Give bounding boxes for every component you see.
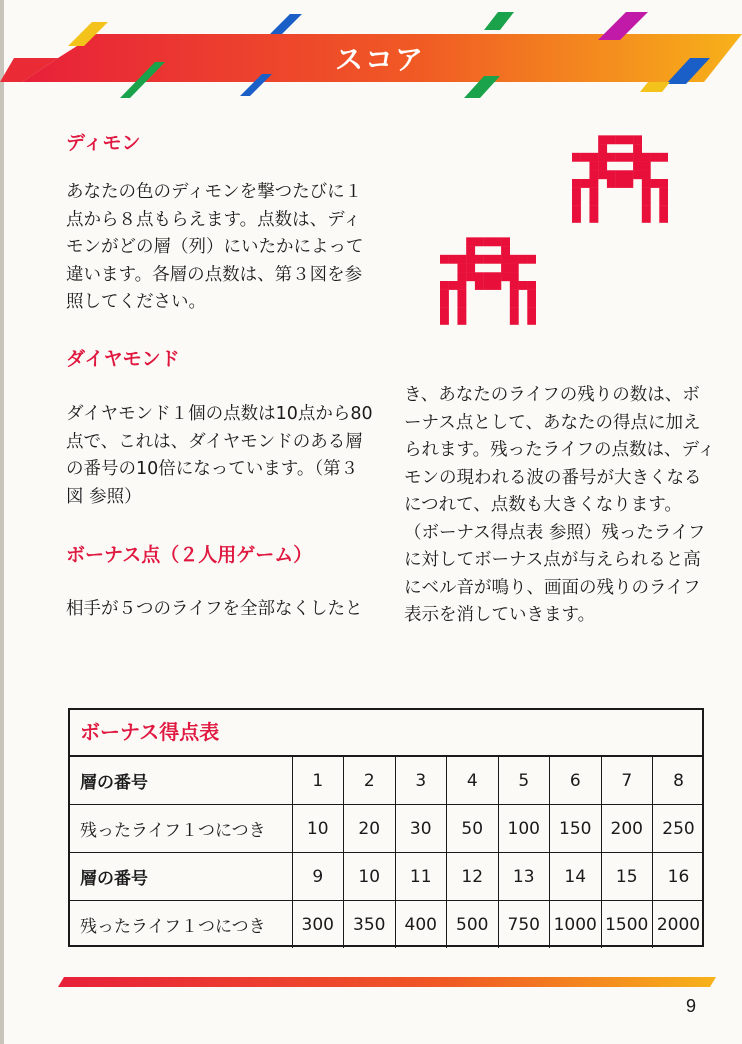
row-label: 層の番号 (70, 853, 292, 901)
text-line: モンの現われる波の番号が大きくなる (404, 467, 702, 488)
invader-pixel (440, 316, 449, 325)
invader-pixel (642, 162, 651, 171)
invader-pixel (572, 153, 581, 162)
invader-pixel (659, 214, 668, 223)
invader-pixel (449, 255, 458, 264)
text-line: 違います。各層の点数は、第３図を参 (66, 264, 363, 285)
invader-pixel (616, 135, 625, 144)
invader-pixel (616, 153, 625, 162)
invader-pixel (659, 179, 668, 188)
invader-pixel (492, 281, 501, 290)
invader-pixel (440, 307, 449, 316)
table-cell: 13 (498, 853, 550, 901)
table-cell: 12 (447, 853, 499, 901)
table-cell: 2 (344, 757, 396, 805)
text-line: 点から８点もらえます。点数は、ディ (66, 209, 361, 230)
invader-pixel (440, 298, 449, 307)
invader-pixel (572, 188, 581, 197)
demon-invader-icon (572, 134, 668, 224)
table-cell: 30 (395, 805, 447, 853)
table-cell: 1000 (550, 901, 602, 949)
invader-pixel (642, 196, 651, 205)
table-cell: 250 (653, 805, 705, 853)
invader-pixel (457, 307, 466, 316)
invader-pixel (484, 272, 493, 281)
invader-pixel (598, 162, 607, 171)
table-cell: 10 (292, 805, 344, 853)
invader-pixel (624, 170, 633, 179)
invader-pixel (449, 281, 458, 290)
invader-pixel (527, 281, 536, 290)
text-line: に対してボーナス点が与えられると高 (404, 550, 701, 570)
table-cell: 50 (447, 805, 499, 853)
table-row (70, 853, 704, 901)
invader-pixel (616, 170, 625, 179)
invader-pixel (492, 237, 501, 246)
bonus-paragraph-continued (404, 382, 715, 630)
invader-pixel (510, 281, 519, 290)
invader-pixel (519, 255, 528, 264)
invader-pixel (510, 264, 519, 273)
invader-pixel (572, 214, 581, 223)
text-line: 表示を消していきます。 (404, 605, 596, 625)
invader-pixel (581, 153, 590, 162)
invader-pixel (624, 179, 633, 188)
row-label: 層の番号 (70, 757, 292, 805)
table-cell: 11 (395, 853, 447, 901)
table-cell: 8 (653, 757, 705, 805)
invader-pixel (510, 272, 519, 281)
invader-pixel (659, 153, 668, 162)
invader-pixel (527, 290, 536, 299)
invader-pixel (642, 214, 651, 223)
invader-pixel (642, 188, 651, 197)
demon-invader-icon (440, 236, 536, 326)
page-number: 9 (686, 996, 697, 1016)
text-line: （ボーナス得点表 参照）残ったライフ (404, 522, 706, 543)
invader-pixel (642, 205, 651, 214)
invader-pixel (466, 255, 475, 264)
invader-pixel (527, 307, 536, 316)
header-banner (0, 0, 742, 110)
invader-pixel (572, 205, 581, 214)
table-cell: 4 (447, 757, 499, 805)
invader-pixel (475, 281, 484, 290)
invader-pixel (519, 281, 528, 290)
table-cell: 400 (395, 901, 447, 949)
table-cell: 750 (498, 901, 550, 949)
text-line: 図 参照） (66, 486, 142, 507)
invader-pixel (589, 179, 598, 188)
bonus-heading: ボーナス点（２人用ゲーム） (66, 544, 313, 566)
demon-paragraph (66, 179, 364, 317)
invader-pixel (589, 153, 598, 162)
invader-pixel (589, 162, 598, 171)
row-label: 残ったライフ１つにつき (70, 805, 292, 853)
invader-pixel (457, 281, 466, 290)
invader-pixel (492, 272, 501, 281)
table-row (70, 901, 704, 949)
invader-pixel (598, 135, 607, 144)
invader-pixel (510, 290, 519, 299)
table-cell: 150 (550, 805, 602, 853)
invader-pixel (527, 316, 536, 325)
invader-pixel (642, 179, 651, 188)
invader-pixel (457, 255, 466, 264)
text-line: 相手が５つのライフを全部なくしたと (66, 599, 363, 619)
text-line: にベル音が鳴り、画面の残りのライフ (404, 577, 701, 598)
invader-pixel (457, 298, 466, 307)
table-cell: 14 (550, 853, 602, 901)
invader-pixel (598, 153, 607, 162)
row-label: 残ったライフ１つにつき (70, 901, 292, 949)
invader-pixel (589, 188, 598, 197)
invader-pixel (642, 153, 651, 162)
table-cell: 16 (653, 853, 705, 901)
demon-heading: ディモン (66, 132, 141, 154)
invader-pixel (484, 255, 493, 264)
table-cell: 300 (292, 901, 344, 949)
table-cell: 500 (447, 901, 499, 949)
invader-pixel (457, 272, 466, 281)
invader-pixel (457, 316, 466, 325)
table-row (70, 757, 704, 805)
invader-pixel (633, 144, 642, 153)
invader-pixel (527, 298, 536, 307)
text-line: モンがどの層（列）にいたかによって (66, 237, 364, 257)
invader-pixel (624, 153, 633, 162)
invader-pixel (607, 179, 616, 188)
table-cell: 100 (498, 805, 550, 853)
table-cell: 2000 (653, 901, 705, 949)
invader-pixel (633, 162, 642, 171)
invader-pixel (475, 272, 484, 281)
text-line: ダイヤモンド１個の点数は10点から80 (66, 404, 373, 424)
invader-pixel (642, 170, 651, 179)
invader-pixel (527, 255, 536, 264)
invader-pixel (466, 272, 475, 281)
invader-pixel (466, 264, 475, 273)
invader-pixel (633, 153, 642, 162)
page-title: スコア (334, 43, 425, 76)
text-line: 照してください。 (66, 292, 206, 312)
table-cell: 3 (395, 757, 447, 805)
invader-pixel (510, 307, 519, 316)
invader-pixel (616, 179, 625, 188)
invader-pixel (492, 255, 501, 264)
text-line: ーナス点として、あなたの得点に加え (404, 412, 701, 433)
invader-pixel (633, 135, 642, 144)
invader-pixel (440, 281, 449, 290)
invader-pixel (607, 170, 616, 179)
invader-pixel (501, 264, 510, 273)
table-cell: 1500 (601, 901, 653, 949)
table-cell: 7 (601, 757, 653, 805)
invader-pixel (440, 290, 449, 299)
invader-pixel (457, 264, 466, 273)
table-cell: 9 (292, 853, 344, 901)
invader-pixel (510, 298, 519, 307)
text-line: き、あなたのライフの残りの数は、ボ (404, 385, 700, 405)
invader-pixel (651, 179, 660, 188)
invader-pixel (475, 237, 484, 246)
table-cell: 1 (292, 757, 344, 805)
invader-pixel (598, 144, 607, 153)
table-cell: 200 (601, 805, 653, 853)
bonus-paragraph-start (66, 596, 362, 624)
table-cell: 15 (601, 853, 653, 901)
invader-pixel (501, 272, 510, 281)
text-line: の番号の10倍になっています。（第３ (66, 459, 359, 479)
invader-pixel (659, 188, 668, 197)
invader-pixel (659, 196, 668, 205)
table-row (70, 805, 704, 853)
invader-pixel (572, 179, 581, 188)
invader-pixel (659, 205, 668, 214)
bonus-table-grid (70, 757, 704, 948)
invader-pixel (484, 237, 493, 246)
invader-pixel (484, 281, 493, 290)
invader-pixel (598, 170, 607, 179)
text-line: につれて、点数も大きくなります。 (404, 495, 682, 515)
invader-pixel (651, 153, 660, 162)
invader-pixel (589, 170, 598, 179)
page-edge (0, 0, 4, 1044)
text-line: られます。残ったライフの点数は、ディ (404, 440, 716, 460)
table-cell: 10 (344, 853, 396, 901)
diamond-paragraph (66, 401, 373, 511)
invader-pixel (633, 170, 642, 179)
invader-pixel (466, 237, 475, 246)
invader-pixel (510, 316, 519, 325)
invader-pixel (589, 214, 598, 223)
text-line: 点で、これは、ダイヤモンドのある層 (66, 431, 363, 452)
invader-pixel (581, 179, 590, 188)
invader-pixel (501, 246, 510, 255)
invader-pixel (457, 290, 466, 299)
invader-pixel (572, 196, 581, 205)
invader-pixel (501, 255, 510, 264)
bonus-score-table (68, 708, 704, 947)
invader-pixel (475, 255, 484, 264)
table-title: ボーナス得点表 (70, 710, 702, 757)
invader-pixel (607, 153, 616, 162)
invader-pixel (440, 255, 449, 264)
invader-pixel (624, 135, 633, 144)
text-line: あなたの色のディモンを撃つたびに１ (66, 182, 363, 202)
invader-pixel (510, 255, 519, 264)
invader-pixel (501, 237, 510, 246)
invader-pixel (589, 196, 598, 205)
table-cell: 20 (344, 805, 396, 853)
table-cell: 5 (498, 757, 550, 805)
table-cell: 6 (550, 757, 602, 805)
footer-stripe (0, 975, 742, 991)
invader-pixel (466, 246, 475, 255)
invader-pixel (589, 205, 598, 214)
invader-pixel (607, 135, 616, 144)
table-cell: 350 (344, 901, 396, 949)
diamond-heading: ダイヤモンド (66, 348, 180, 370)
